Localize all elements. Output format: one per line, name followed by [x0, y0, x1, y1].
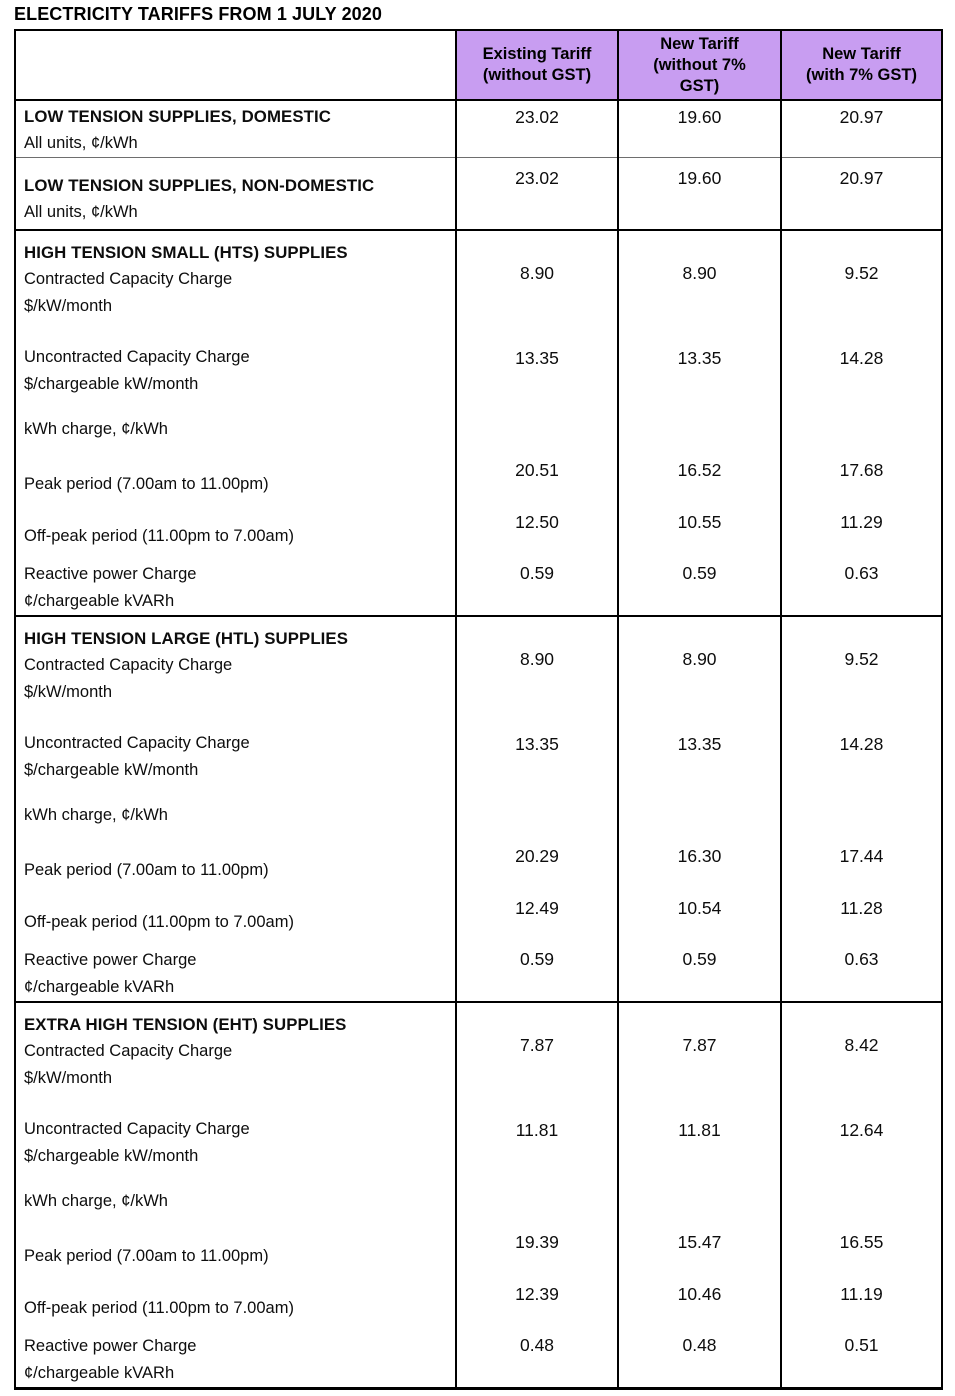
value-cell: 0.59 — [618, 944, 781, 1002]
row-title: LOW TENSION SUPPLIES, NON-DOMESTIC — [24, 176, 375, 196]
value-cell: 14.28 — [781, 726, 942, 796]
table-row — [15, 410, 942, 450]
value-cell — [618, 1182, 781, 1222]
table-row — [15, 1330, 942, 1389]
row-line: Uncontracted Capacity Charge — [24, 733, 250, 752]
value-cell: 20.51 — [456, 450, 618, 506]
row-label-cell — [15, 450, 456, 506]
value-cell: 0.48 — [456, 1330, 618, 1389]
value-cell: 11.29 — [781, 506, 942, 558]
table-row — [15, 506, 942, 558]
row-line: kWh charge, ¢/kWh — [24, 1192, 168, 1210]
row-label-cell — [15, 410, 456, 450]
value-cell: 15.47 — [618, 1222, 781, 1278]
value-cell: 0.63 — [781, 558, 942, 616]
table-row — [15, 1112, 942, 1182]
row-line: ¢/chargeable kVARh — [24, 977, 175, 996]
row-line: Uncontracted Capacity Charge — [24, 347, 250, 366]
header-blank-cell — [15, 30, 456, 100]
value-cell: 11.81 — [618, 1112, 781, 1182]
value-cell: 12.50 — [456, 506, 618, 558]
table-row — [15, 944, 942, 1002]
value-cell: 19.60 — [618, 158, 781, 230]
value-cell: 11.19 — [781, 1278, 942, 1330]
row-label-cell — [15, 1112, 456, 1182]
value-cell: 23.02 — [456, 100, 618, 158]
table-row — [15, 1222, 942, 1278]
value-cell: 17.68 — [781, 450, 942, 506]
row-label-cell — [15, 944, 456, 1002]
table-row — [15, 1002, 942, 1112]
row-title: LOW TENSION SUPPLIES, DOMESTIC — [24, 107, 331, 126]
column-header-existing-tariff: Existing Tariff (without GST) — [456, 30, 618, 100]
table-row — [15, 158, 942, 230]
table-row — [15, 100, 942, 158]
row-line: Off-peak period (11.00pm to 7.00am) — [24, 527, 294, 545]
row-label-cell — [15, 836, 456, 892]
value-cell: 20.97 — [781, 100, 942, 158]
row-label-cell — [15, 796, 456, 836]
row-label-cell — [15, 100, 456, 158]
value-cell: 0.59 — [456, 944, 618, 1002]
row-label-cell — [15, 892, 456, 944]
value-cell: 10.54 — [618, 892, 781, 944]
row-line: $/chargeable kW/month — [24, 374, 199, 393]
row-label-cell — [15, 558, 456, 616]
value-cell: 16.30 — [618, 836, 781, 892]
table-row — [15, 1182, 942, 1222]
row-line: Peak period (7.00am to 11.00pm) — [24, 475, 269, 493]
row-line: $/kW/month — [24, 296, 113, 315]
row-label-cell — [15, 340, 456, 410]
table-row — [15, 1278, 942, 1330]
row-line: kWh charge, ¢/kWh — [24, 806, 168, 824]
value-cell: 0.48 — [618, 1330, 781, 1389]
row-line: $/kW/month — [24, 682, 113, 701]
column-header-new-tariff-without-gst: New Tariff (without 7% GST) — [618, 30, 781, 100]
row-label-cell — [15, 726, 456, 796]
value-cell: 10.46 — [618, 1278, 781, 1330]
value-cell: 19.60 — [618, 100, 781, 158]
value-cell: 0.59 — [456, 558, 618, 616]
row-subtitle: All units, ¢/kWh — [24, 134, 138, 152]
table-row — [15, 230, 942, 340]
row-line: Peak period (7.00am to 11.00pm) — [24, 861, 269, 879]
value-cell: 14.28 — [781, 340, 942, 410]
page-title: ELECTRICITY TARIFFS FROM 1 JULY 2020 — [14, 4, 383, 24]
row-label-cell — [15, 616, 456, 726]
value-cell: 7.87 — [618, 1002, 781, 1112]
section-title: EXTRA HIGH TENSION (EHT) SUPPLIES — [24, 1014, 347, 1034]
section-title: HIGH TENSION LARGE (HTL) SUPPLIES — [24, 628, 349, 648]
value-cell: 20.97 — [781, 158, 942, 230]
value-cell — [781, 796, 942, 836]
value-cell: 12.39 — [456, 1278, 618, 1330]
row-subtitle: All units, ¢/kWh — [24, 203, 138, 222]
section-title: HIGH TENSION SMALL (HTS) SUPPLIES — [24, 242, 348, 262]
row-line: kWh charge, ¢/kWh — [24, 420, 168, 438]
value-cell: 12.49 — [456, 892, 618, 944]
value-cell: 8.90 — [456, 230, 618, 340]
table-row — [15, 616, 942, 726]
row-label-cell — [15, 230, 456, 340]
table-row — [15, 796, 942, 836]
table-row — [15, 836, 942, 892]
row-line: Uncontracted Capacity Charge — [24, 1119, 250, 1138]
value-cell: 11.81 — [456, 1112, 618, 1182]
value-cell: 16.55 — [781, 1222, 942, 1278]
value-cell: 0.51 — [781, 1330, 942, 1389]
value-cell: 17.44 — [781, 836, 942, 892]
value-cell: 9.52 — [781, 616, 942, 726]
value-cell: 13.35 — [618, 726, 781, 796]
table-row — [15, 726, 942, 796]
value-cell: 11.28 — [781, 892, 942, 944]
row-line: $/chargeable kW/month — [24, 760, 199, 779]
table-row — [15, 450, 942, 506]
value-cell: 0.59 — [618, 558, 781, 616]
value-cell — [456, 1182, 618, 1222]
value-cell: 8.90 — [456, 616, 618, 726]
row-label-cell — [15, 1002, 456, 1112]
value-cell: 13.35 — [456, 340, 618, 410]
row-line: Off-peak period (11.00pm to 7.00am) — [24, 1299, 294, 1317]
row-line: Contracted Capacity Charge — [24, 1041, 233, 1060]
value-cell: 19.39 — [456, 1222, 618, 1278]
value-cell — [456, 796, 618, 836]
tariff-table — [14, 29, 943, 1390]
row-line: $/chargeable kW/month — [24, 1146, 199, 1165]
value-cell: 8.90 — [618, 616, 781, 726]
value-cell: 23.02 — [456, 158, 618, 230]
value-cell: 13.35 — [618, 340, 781, 410]
row-label-cell — [15, 1278, 456, 1330]
value-cell — [781, 1182, 942, 1222]
row-line: Reactive power Charge — [24, 950, 197, 969]
row-line: Reactive power Charge — [24, 564, 197, 583]
column-header-new-tariff-with-gst: New Tariff (with 7% GST) — [781, 30, 942, 100]
value-cell: 7.87 — [456, 1002, 618, 1112]
row-line: Peak period (7.00am to 11.00pm) — [24, 1247, 269, 1265]
value-cell: 10.55 — [618, 506, 781, 558]
row-line: Off-peak period (11.00pm to 7.00am) — [24, 913, 294, 931]
value-cell: 13.35 — [456, 726, 618, 796]
row-line: ¢/chargeable kVARh — [24, 591, 175, 610]
row-label-cell — [15, 158, 456, 230]
table-header-row — [15, 30, 942, 100]
value-cell: 20.29 — [456, 836, 618, 892]
row-label-cell — [15, 1330, 456, 1389]
value-cell: 16.52 — [618, 450, 781, 506]
row-line: Contracted Capacity Charge — [24, 655, 233, 674]
row-line: ¢/chargeable kVARh — [24, 1363, 175, 1382]
row-label-cell — [15, 1222, 456, 1278]
value-cell — [456, 410, 618, 450]
value-cell — [781, 410, 942, 450]
row-label-cell — [15, 506, 456, 558]
value-cell: 8.42 — [781, 1002, 942, 1112]
table-row — [15, 340, 942, 410]
table-row — [15, 558, 942, 616]
row-line: Contracted Capacity Charge — [24, 269, 233, 288]
value-cell: 8.90 — [618, 230, 781, 340]
row-label-cell — [15, 1182, 456, 1222]
row-line: Reactive power Charge — [24, 1336, 197, 1355]
value-cell: 12.64 — [781, 1112, 942, 1182]
value-cell: 0.63 — [781, 944, 942, 1002]
value-cell — [618, 410, 781, 450]
value-cell: 9.52 — [781, 230, 942, 340]
row-line: $/kW/month — [24, 1068, 113, 1087]
value-cell — [618, 796, 781, 836]
table-row — [15, 892, 942, 944]
